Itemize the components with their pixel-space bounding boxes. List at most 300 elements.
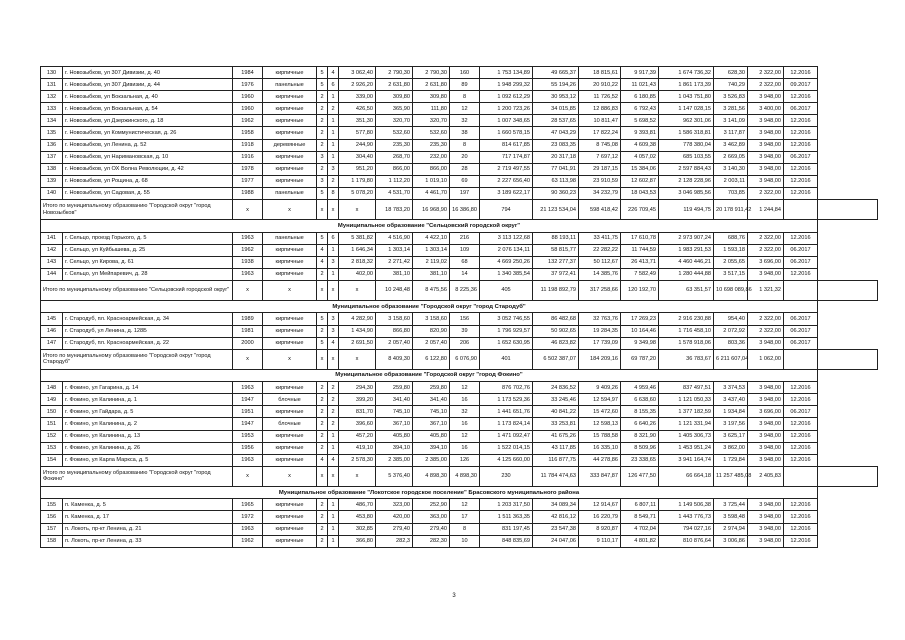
table-cell: 33 253,81 <box>533 418 579 430</box>
table-cell: 3 948,00 <box>748 115 784 127</box>
table-cell: кирпичные <box>263 127 317 139</box>
subtotal-cell: 11 257 485,08 <box>714 466 748 486</box>
subtotal-cell: 120 192,70 <box>621 280 659 300</box>
table-cell: 206 <box>450 337 480 349</box>
table-cell: 2 <box>328 103 339 115</box>
table-cell: 90 360,23 <box>533 187 579 199</box>
subtotal-label: Итого по муниципальному образованию "Городской округ "город Новозыбков" <box>41 200 233 220</box>
subtotal-cell: 10 698 089,86 <box>714 280 748 300</box>
subtotal-cell: 1 062,00 <box>748 349 784 369</box>
table-cell: 15 788,58 <box>579 430 621 442</box>
table-cell: 3 948,00 <box>748 430 784 442</box>
table-cell: 1 593,18 <box>714 244 748 256</box>
subtotal-cell: 119 494,75 <box>659 200 714 220</box>
table-cell: 10 <box>450 535 480 547</box>
address-cell: г. Фокино, ул Калинина, д. 1 <box>63 394 233 406</box>
subtotal-cell: 6 076,90 <box>450 349 480 369</box>
subtotal-cell: 126 477,50 <box>621 466 659 486</box>
table-cell: 55 194,26 <box>533 79 579 91</box>
table-cell: кирпичные <box>263 151 317 163</box>
table-cell: 1 796 929,57 <box>480 325 533 337</box>
table-cell: 16 335,10 <box>579 442 621 454</box>
table-cell: 5 <box>317 187 328 199</box>
table-cell: 419,10 <box>339 442 376 454</box>
table-cell: 2 322,00 <box>748 232 784 244</box>
table-cell: 34 015,85 <box>533 103 579 115</box>
table-cell: 837 497,51 <box>659 382 714 394</box>
table-cell: 4 702,04 <box>621 523 659 535</box>
table-cell: 2 <box>317 499 328 511</box>
subtotal-row <box>41 200 878 220</box>
table-cell: 12.2016 <box>784 394 818 406</box>
table-cell: 8 549,71 <box>621 511 659 523</box>
table-cell: 06.2017 <box>784 313 818 325</box>
table-cell: 1 652 630,95 <box>480 337 533 349</box>
table-cell: 866,00 <box>413 163 450 175</box>
table-row <box>41 244 878 256</box>
table-cell: 4 <box>317 256 328 268</box>
table-cell: 1 173 824,14 <box>480 418 533 430</box>
table-cell: 3 696,00 <box>748 256 784 268</box>
table-cell: 577,80 <box>339 127 376 139</box>
table-row <box>41 151 878 163</box>
table-cell: 2 <box>317 511 328 523</box>
subtotal-cell: 21 123 534,04 <box>533 200 579 220</box>
table-cell: 4 <box>328 337 339 349</box>
row-number-cell: 146 <box>41 325 63 337</box>
table-cell: 2 578,30 <box>339 454 376 466</box>
table-cell: 381,10 <box>413 268 450 280</box>
table-cell: 1947 <box>233 394 263 406</box>
table-row <box>41 313 878 325</box>
table-cell: 2 <box>328 394 339 406</box>
table-cell: 1 043 751,80 <box>659 91 714 103</box>
table-cell: 50 902,65 <box>533 325 579 337</box>
table-cell: 1 674 736,32 <box>659 67 714 79</box>
row-number-cell: 153 <box>41 442 63 454</box>
table-cell: 8 <box>450 523 480 535</box>
subtotal-cell: 6 122,80 <box>413 349 450 369</box>
row-number-cell: 134 <box>41 115 63 127</box>
row-number-cell: 136 <box>41 139 63 151</box>
table-cell: 309,80 <box>413 91 450 103</box>
table-cell: 7 582,49 <box>621 268 659 280</box>
table-cell: 06.2017 <box>784 103 818 115</box>
table-cell: кирпичные <box>263 325 317 337</box>
table-cell: 1962 <box>233 115 263 127</box>
subtotal-cell: 2 405,83 <box>748 466 784 486</box>
table-cell: 12.2016 <box>784 382 818 394</box>
section-header-row <box>41 300 878 313</box>
table-cell: 12 886,83 <box>579 103 621 115</box>
table-cell: 3 046 985,56 <box>659 187 714 199</box>
table-cell: 1 149 506,38 <box>659 499 714 511</box>
table-cell: 20 <box>450 151 480 163</box>
table-cell: 17 269,23 <box>621 313 659 325</box>
table-cell: блочные <box>263 418 317 430</box>
table-cell: 703,85 <box>714 187 748 199</box>
table-cell: 33 411,75 <box>579 232 621 244</box>
table-cell: 688,76 <box>714 232 748 244</box>
table-cell: 3 197,56 <box>714 418 748 430</box>
table-cell: 1956 <box>233 442 263 454</box>
table-cell: 2 322,00 <box>748 313 784 325</box>
table-cell: 1 <box>328 430 339 442</box>
table-cell: 5 078,20 <box>339 187 376 199</box>
table-cell: 3 526,83 <box>714 91 748 103</box>
subtotal-cell <box>818 466 878 486</box>
table-cell: 12 914,67 <box>579 499 621 511</box>
table-cell: 2 385,00 <box>376 454 413 466</box>
row-number-cell: 138 <box>41 163 63 175</box>
table-cell: 235,30 <box>413 139 450 151</box>
table-cell: 2 322,00 <box>748 325 784 337</box>
table-cell: 43 117,85 <box>533 442 579 454</box>
address-cell: г. Фокино, ул Гайдара, д. 5 <box>63 406 233 418</box>
table-cell: 402,00 <box>339 268 376 280</box>
table-cell: 3 158,60 <box>376 313 413 325</box>
table-cell: 363,00 <box>413 511 450 523</box>
table-cell: 3 113 122,68 <box>480 232 533 244</box>
subtotal-cell: x <box>328 349 339 369</box>
table-cell: панельные <box>263 79 317 91</box>
table-cell: 1 <box>328 535 339 547</box>
table-cell: 37 972,41 <box>533 268 579 280</box>
table-row <box>41 268 878 280</box>
table-cell: 3 948,00 <box>748 175 784 187</box>
section-title: Муниципальное образование "Городской округ "город Фокино" <box>41 369 818 382</box>
table-cell: 3 462,89 <box>714 139 748 151</box>
table-cell: 3 625,17 <box>714 430 748 442</box>
subtotal-cell: 1 321,32 <box>748 280 784 300</box>
table-cell: 6 638,60 <box>621 394 659 406</box>
subtotal-cell: x <box>328 466 339 486</box>
table-cell: 3 696,00 <box>748 406 784 418</box>
subtotal-cell: 10 248,48 <box>376 280 413 300</box>
table-cell: 4 460 446,21 <box>659 256 714 268</box>
subtotal-cell <box>784 280 818 300</box>
table-cell: 2 926,20 <box>339 79 376 91</box>
table-cell: 2 385,00 <box>413 454 450 466</box>
table-cell: 685 103,55 <box>659 151 714 163</box>
subtotal-cell: 4 898,30 <box>450 466 480 486</box>
table-cell: кирпичные <box>263 91 317 103</box>
table-cell: 814 617,85 <box>480 139 533 151</box>
table-cell: 323,00 <box>376 499 413 511</box>
table-cell: 1953 <box>233 430 263 442</box>
table-cell: 16 <box>450 442 480 454</box>
table-cell: 810 876,64 <box>659 535 714 547</box>
subtotal-cell: 69 787,20 <box>621 349 659 369</box>
table-cell: 294,30 <box>339 382 376 394</box>
table-cell: 12.2016 <box>784 442 818 454</box>
section-header-row <box>41 486 878 499</box>
table-cell: 1 019,10 <box>413 175 450 187</box>
table-cell: 1 443 776,73 <box>659 511 714 523</box>
address-cell: г. Новозыбков, ул 307 Дивизии, д. 44 <box>63 79 233 91</box>
table-cell: 3 <box>328 163 339 175</box>
table-cell: 2 271,42 <box>376 256 413 268</box>
table-cell: 3 374,53 <box>714 382 748 394</box>
table-row <box>41 337 878 349</box>
table-cell: 3 <box>328 325 339 337</box>
table-cell: 3 948,00 <box>748 442 784 454</box>
address-cell: г. Сельцо, ул Мейпаревич, д. 28 <box>63 268 233 280</box>
address-cell: г. Новозыбков, ул Рощина, д. 68 <box>63 175 233 187</box>
table-cell: 453,80 <box>339 511 376 523</box>
table-cell: 1 280 444,88 <box>659 268 714 280</box>
subtotal-cell: x <box>339 200 376 220</box>
table-cell: 12 598,13 <box>579 418 621 430</box>
table-cell: 3 598,48 <box>714 511 748 523</box>
table-cell: 2 076 134,11 <box>480 244 533 256</box>
table-cell: 367,10 <box>413 418 450 430</box>
table-cell: 50 112,67 <box>579 256 621 268</box>
subtotal-row <box>41 466 878 486</box>
subtotal-cell: 317 258,66 <box>579 280 621 300</box>
table-cell: 3 <box>328 313 339 325</box>
subtotal-cell: x <box>328 280 339 300</box>
table-cell: 1 147 028,15 <box>659 103 714 115</box>
table-row <box>41 91 878 103</box>
table-cell: 252,90 <box>413 499 450 511</box>
address-cell: г. Сельцо, ул Кирова, д. 61 <box>63 256 233 268</box>
table-cell: 126 <box>450 454 480 466</box>
address-cell: г. Новозыбков, ул Ленина, д. 52 <box>63 139 233 151</box>
table-cell: 1 522 014,15 <box>480 442 533 454</box>
row-number-cell: 148 <box>41 382 63 394</box>
table-cell: 7 697,12 <box>579 151 621 163</box>
table-cell: 1 <box>328 127 339 139</box>
subtotal-label: Итого по муниципальному образованию "Городской округ "город Стародуб" <box>41 349 233 369</box>
table-cell: 28 537,65 <box>533 115 579 127</box>
subtotal-cell: 401 <box>480 349 533 369</box>
subtotal-cell: 405 <box>480 280 533 300</box>
table-cell: 12.2016 <box>784 511 818 523</box>
table-cell: 2 818,32 <box>339 256 376 268</box>
table-cell: 244,90 <box>339 139 376 151</box>
subtotal-cell: x <box>263 466 317 486</box>
table-row <box>41 382 878 394</box>
table-cell: 405,80 <box>376 430 413 442</box>
table-cell: 5 <box>317 79 328 91</box>
table-cell: 4 959,46 <box>621 382 659 394</box>
address-cell: п. Локоть, пр-кт Ленина, д. 33 <box>63 535 233 547</box>
table-cell: 4 531,70 <box>376 187 413 199</box>
subtotal-cell: 598 418,42 <box>579 200 621 220</box>
table-cell: 17 610,78 <box>621 232 659 244</box>
subtotal-cell: 36 783,67 <box>659 349 714 369</box>
table-cell: 3 281,56 <box>714 103 748 115</box>
table-cell: 3 948,00 <box>748 127 784 139</box>
table-cell: 2 597 884,43 <box>659 163 714 175</box>
row-number-cell: 151 <box>41 418 63 430</box>
table-cell: 4 057,02 <box>621 151 659 163</box>
table-cell: 88 193,11 <box>533 232 579 244</box>
table-cell: 1 <box>328 268 339 280</box>
address-cell: г. Фокино, ул Калинина, д. 13 <box>63 430 233 442</box>
table-cell: 22 282,22 <box>579 244 621 256</box>
table-cell: 3 <box>328 256 339 268</box>
table-cell: 1 121 050,33 <box>659 394 714 406</box>
table-cell: 16 <box>450 394 480 406</box>
table-cell: 12 <box>450 382 480 394</box>
table-cell: 1 303,14 <box>376 244 413 256</box>
table-row <box>41 406 878 418</box>
subtotal-label: Итого по муниципальному образованию "Сельцовский городской округ" <box>41 280 233 300</box>
table-cell: 1977 <box>233 175 263 187</box>
table-cell: 3 117,87 <box>714 127 748 139</box>
table-cell: 3 140,30 <box>714 163 748 175</box>
table-cell: 2 <box>317 442 328 454</box>
table-cell: 2 <box>328 175 339 187</box>
table-cell: 2 916 230,88 <box>659 313 714 325</box>
table-cell: 3 948,00 <box>748 163 784 175</box>
table-cell: 69 <box>450 175 480 187</box>
table-body <box>41 67 878 548</box>
table-row <box>41 163 878 175</box>
table-cell: 740,29 <box>714 79 748 91</box>
table-cell: 2 719 497,55 <box>480 163 533 175</box>
table-cell: 820,90 <box>413 325 450 337</box>
table-cell: 1963 <box>233 268 263 280</box>
table-row <box>41 394 878 406</box>
row-number-cell: 157 <box>41 523 63 535</box>
table-cell: 1963 <box>233 382 263 394</box>
table-cell: 46 823,82 <box>533 337 579 349</box>
table-cell: 2 631,80 <box>376 79 413 91</box>
table-cell: 3 948,00 <box>748 535 784 547</box>
address-cell: г. Стародуб, пл. Красноармейская, д. 34 <box>63 313 233 325</box>
table-cell: кирпичные <box>263 382 317 394</box>
table-cell: 11 744,59 <box>621 244 659 256</box>
table-cell: 3 948,00 <box>748 151 784 163</box>
subtotal-cell: 226 709,45 <box>621 200 659 220</box>
row-number-cell: 143 <box>41 256 63 268</box>
table-cell: 3 141,09 <box>714 115 748 127</box>
table-cell: 745,10 <box>376 406 413 418</box>
table-cell: 2 055,65 <box>714 256 748 268</box>
table-cell: 2 003,11 <box>714 175 748 187</box>
table-cell: 2 <box>317 382 328 394</box>
subtotal-cell <box>818 200 878 220</box>
table-cell: 06.2017 <box>784 325 818 337</box>
table-cell: 1 405 306,73 <box>659 430 714 442</box>
table-cell: 77 041,91 <box>533 163 579 175</box>
subtotal-cell <box>818 349 878 369</box>
table-cell: 9 393,81 <box>621 127 659 139</box>
table-cell: кирпичные <box>263 430 317 442</box>
table-cell: 3 158,60 <box>413 313 450 325</box>
subtotal-cell <box>784 466 818 486</box>
table-row <box>41 115 878 127</box>
address-cell: г. Фокино, ул Карла Маркса, д. 5 <box>63 454 233 466</box>
table-row <box>41 430 878 442</box>
table-row <box>41 232 878 244</box>
table-cell: 3 948,00 <box>748 454 784 466</box>
row-number-cell: 139 <box>41 175 63 187</box>
table-cell: кирпичные <box>263 244 317 256</box>
table-cell: 12.2016 <box>784 91 818 103</box>
table-cell: 876 702,76 <box>480 382 533 394</box>
table-cell: 2 322,00 <box>748 244 784 256</box>
table-cell: 24 047,06 <box>533 535 579 547</box>
table-cell: 1972 <box>233 511 263 523</box>
table-cell: 282,3 <box>376 535 413 547</box>
page-number: 3 <box>452 593 456 599</box>
subtotal-cell: x <box>233 466 263 486</box>
table-cell: 4 669 250,26 <box>480 256 533 268</box>
address-cell: п. Локоть, пр-кт Ленина, д. 21 <box>63 523 233 535</box>
table-cell: 3 725,44 <box>714 499 748 511</box>
table-cell: 282,30 <box>413 535 450 547</box>
table-cell: 23 910,59 <box>579 175 621 187</box>
table-cell: 3 006,86 <box>714 535 748 547</box>
table-cell: 8 <box>450 91 480 103</box>
section-header-row <box>41 369 878 382</box>
table-row <box>41 67 878 79</box>
table-cell: 457,20 <box>339 430 376 442</box>
table-cell: 6 180,85 <box>621 91 659 103</box>
table-cell: кирпичные <box>263 523 317 535</box>
table-cell: 12.2016 <box>784 499 818 511</box>
table-cell: 2 057,40 <box>413 337 450 349</box>
row-number-cell: 149 <box>41 394 63 406</box>
table-cell: 302,85 <box>339 523 376 535</box>
table-cell: 2 072,92 <box>714 325 748 337</box>
row-number-cell: 154 <box>41 454 63 466</box>
table-cell: 745,10 <box>413 406 450 418</box>
table-cell: деревянные <box>263 139 317 151</box>
table-cell: 2 322,00 <box>748 79 784 91</box>
table-cell: кирпичные <box>263 163 317 175</box>
table-cell: 5 698,52 <box>621 115 659 127</box>
table-cell: 1958 <box>233 127 263 139</box>
address-cell: г. Стародуб, ул Ленина, д. 128Б <box>63 325 233 337</box>
table-cell: 2 631,80 <box>413 79 450 91</box>
table-row <box>41 79 878 91</box>
subtotal-cell: x <box>233 280 263 300</box>
table-cell: 1 <box>328 115 339 127</box>
table-cell: 4 801,82 <box>621 535 659 547</box>
address-cell: г. Новозыбков, ул Наримановская, д. 10 <box>63 151 233 163</box>
table-cell: 34 089,34 <box>533 499 579 511</box>
table-cell: 1 646,34 <box>339 244 376 256</box>
table-cell: 3 948,00 <box>748 91 784 103</box>
address-cell: г. Новозыбков, ул Вокзальная, д. 54 <box>63 103 233 115</box>
row-number-cell: 145 <box>41 313 63 325</box>
subtotal-row <box>41 280 878 300</box>
table-cell: 2 <box>317 139 328 151</box>
address-cell: г. Фокино, ул Калинина, д. 26 <box>63 442 233 454</box>
row-number-cell: 133 <box>41 103 63 115</box>
table-cell: 309,80 <box>376 91 413 103</box>
table-cell: 628,30 <box>714 67 748 79</box>
table-cell: 3 948,00 <box>748 418 784 430</box>
table-cell: 12.2016 <box>784 232 818 244</box>
row-number-cell: 140 <box>41 187 63 199</box>
table-cell: 5 <box>317 337 328 349</box>
row-number-cell: 130 <box>41 67 63 79</box>
row-number-cell: 152 <box>41 430 63 442</box>
table-cell: 3 <box>317 175 328 187</box>
table-cell: блочные <box>263 394 317 406</box>
table-cell: 2 669,05 <box>714 151 748 163</box>
table-cell: 1962 <box>233 535 263 547</box>
table-cell: 12.2016 <box>784 163 818 175</box>
table-cell: 8 <box>328 187 339 199</box>
table-cell: 848 835,69 <box>480 535 533 547</box>
